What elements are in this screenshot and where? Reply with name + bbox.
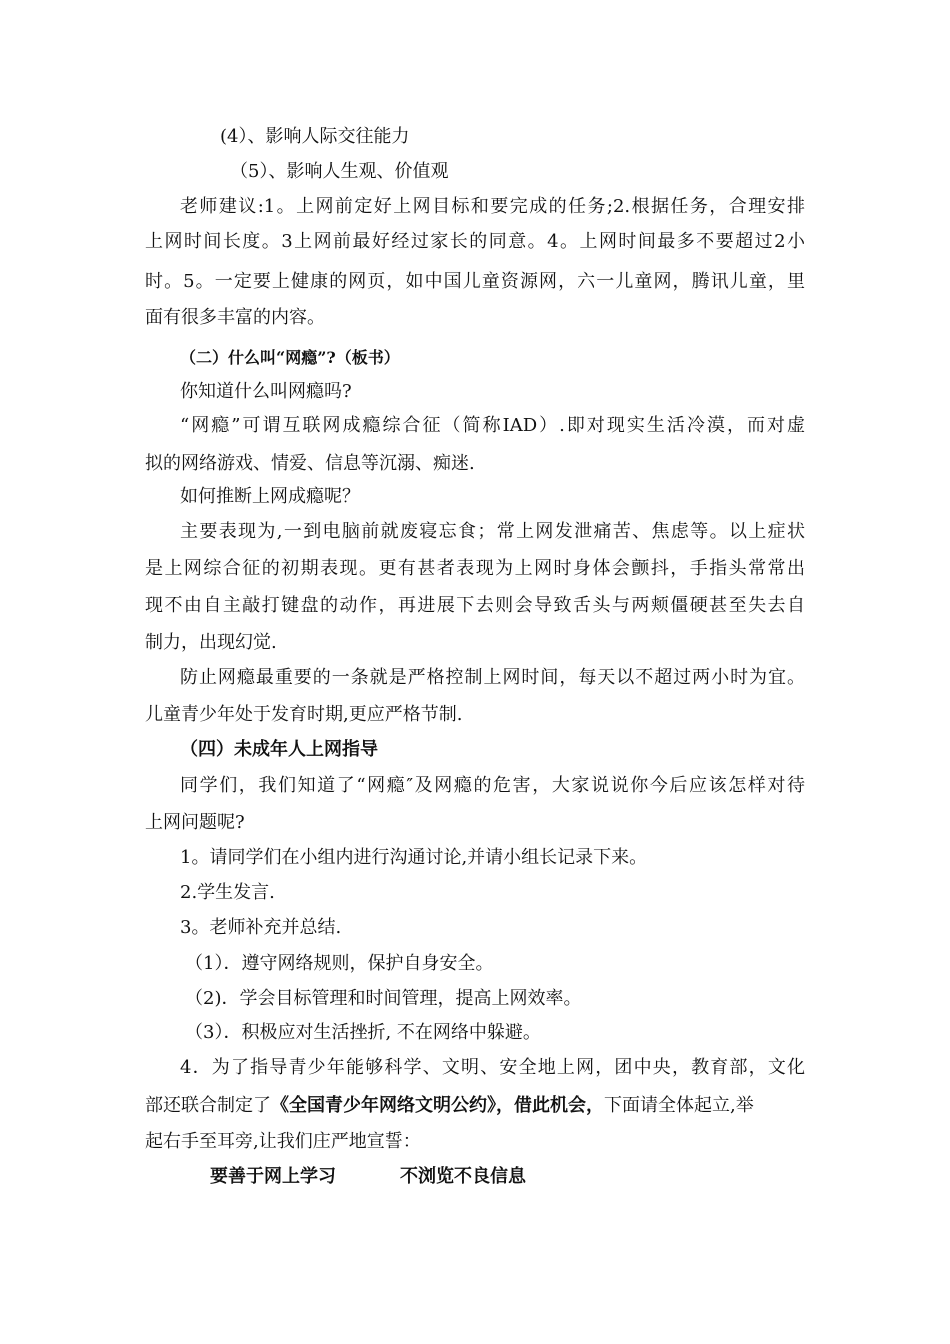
convention-title: 《全国青少年网络文明公约》，借此机会， bbox=[271, 1095, 604, 1116]
text-line-16: 防止网瘾最重要的一条就是严格控制上网时间，每天以不超过两小时为宜。 bbox=[180, 667, 805, 688]
text-line-4: 上网时间长度。3上网前最好经过家长的同意。4。上网时间最多不要超过2小 bbox=[145, 231, 805, 252]
text-line-6: 面有很多丰富的内容。 bbox=[145, 307, 325, 328]
oath-item-1: 要善于网上学习 bbox=[210, 1166, 336, 1187]
text-line-22: 2.学生发言. bbox=[180, 882, 275, 903]
text-line-2: （5）、影响人生观、价值观 bbox=[230, 161, 449, 182]
text-line-28 bbox=[145, 1093, 754, 1119]
text-line-11: 如何推断上网成瘾呢？ bbox=[180, 486, 360, 507]
oath-line bbox=[210, 1164, 526, 1190]
text-line-27: 4．为了指导青少年能够科学、文明、安全地上网，团中央，教育部，文化 bbox=[180, 1057, 805, 1078]
text-line-20: 上网问题呢? bbox=[145, 812, 245, 833]
section-heading-4: （四）未成年人上网指导 bbox=[180, 739, 378, 760]
text-line-13: 是上网综合征的初期表现。更有甚者表现为上网时身体会颤抖，手指头常常出 bbox=[145, 558, 805, 579]
text-line-28-b: 下面请全体起立,举 bbox=[604, 1095, 754, 1116]
text-line-14: 现不由自主敲打键盘的动作，再进展下去则会导致舌头与两颊僵硬甚至失去自 bbox=[145, 595, 805, 616]
text-line-9: “网瘾”可谓互联网成瘾综合征（简称IAD）.即对现实生活冷漠，而对虚 bbox=[180, 415, 805, 436]
text-line-26: （3）．积极应对生活挫折, 不在网络中躲避。 bbox=[185, 1022, 541, 1043]
text-line-3: 老师建议:1。上网前定好上网目标和要完成的任务;2.根据任务，合理安排 bbox=[180, 196, 805, 217]
oath-item-2: 不浏览不良信息 bbox=[400, 1166, 526, 1187]
text-line-10: 拟的网络游戏、情爱、信息等沉溺、痴迷. bbox=[145, 453, 475, 474]
text-line-19: 同学们，我们知道了“网瘾″及网瘾的危害，大家说说你今后应该怎样对待 bbox=[180, 775, 805, 796]
text-line-21: 1。请同学们在小组内进行沟通讨论,并请小组长记录下来。 bbox=[180, 847, 648, 868]
text-line-17: 儿童青少年处于发育时期,更应严格节制. bbox=[145, 704, 463, 725]
text-line-24: （1）．遵守网络规则，保护自身安全。 bbox=[185, 953, 494, 974]
text-line-5: 时。5。一定要上健康的网页，如中国儿童资源网，六一儿童网，腾讯儿童，里 bbox=[145, 271, 805, 292]
text-line-1: (4）、影响人际交往能力 bbox=[220, 126, 410, 147]
text-line-25: （2)．学会目标管理和时间管理，提高上网效率。 bbox=[185, 988, 582, 1009]
text-line-23: 3。老师补充并总结. bbox=[180, 917, 342, 938]
text-line-29: 起右手至耳旁,让我们庄严地宣誓： bbox=[145, 1131, 421, 1152]
text-line-12: 主要表现为,一到电脑前就废寝忘食；常上网发泄痛苦、焦虑等。以上症状 bbox=[180, 521, 805, 542]
section-heading-2: （二）什么叫“网瘾”?（板书） bbox=[180, 348, 400, 367]
text-line-15: 制力，出现幻觉. bbox=[145, 632, 277, 653]
text-line-28-a: 部还联合制定了 bbox=[145, 1095, 271, 1116]
text-line-8: 你知道什么叫网瘾吗? bbox=[180, 381, 352, 402]
